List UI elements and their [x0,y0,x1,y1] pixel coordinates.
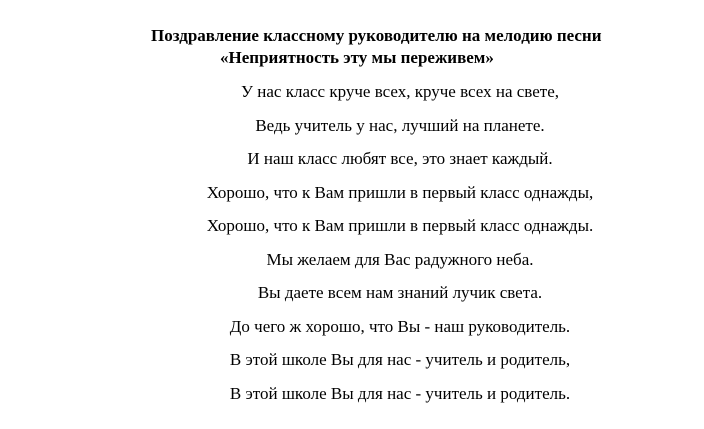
lyric-line: И наш класс любят все, это знает каждый. [247,149,553,168]
lyric-line: Хорошо, что к Вам пришли в первый класс однажды, [206,182,594,202]
document-title: Поздравление классному руководителю на мелодию песни [151,26,602,45]
lyric-line: У нас класс круче всех, круче всех на свете, [240,82,559,101]
lyric-line: Ведь учитель у нас, лучший на планете. [255,115,545,135]
lyric-line: Хорошо, что к Вам пришли в первый класс однажды. [206,216,594,235]
song-lyrics [0,81,704,416]
lyric-line: Мы желаем для Вас радужного неба. [266,249,534,269]
document-subtitle: «Неприятность эту мы переживем» [220,48,494,67]
lyric-line: В этой школе Вы для нас - учитель и родитель, [229,350,571,369]
lyric-line: В этой школе Вы для нас - учитель и родитель. [229,383,571,403]
lyric-line: Вы даете всем нам знаний лучик света. [257,283,543,302]
lyric-line: До чего ж хорошо, что Вы - наш руководитель. [229,316,571,336]
